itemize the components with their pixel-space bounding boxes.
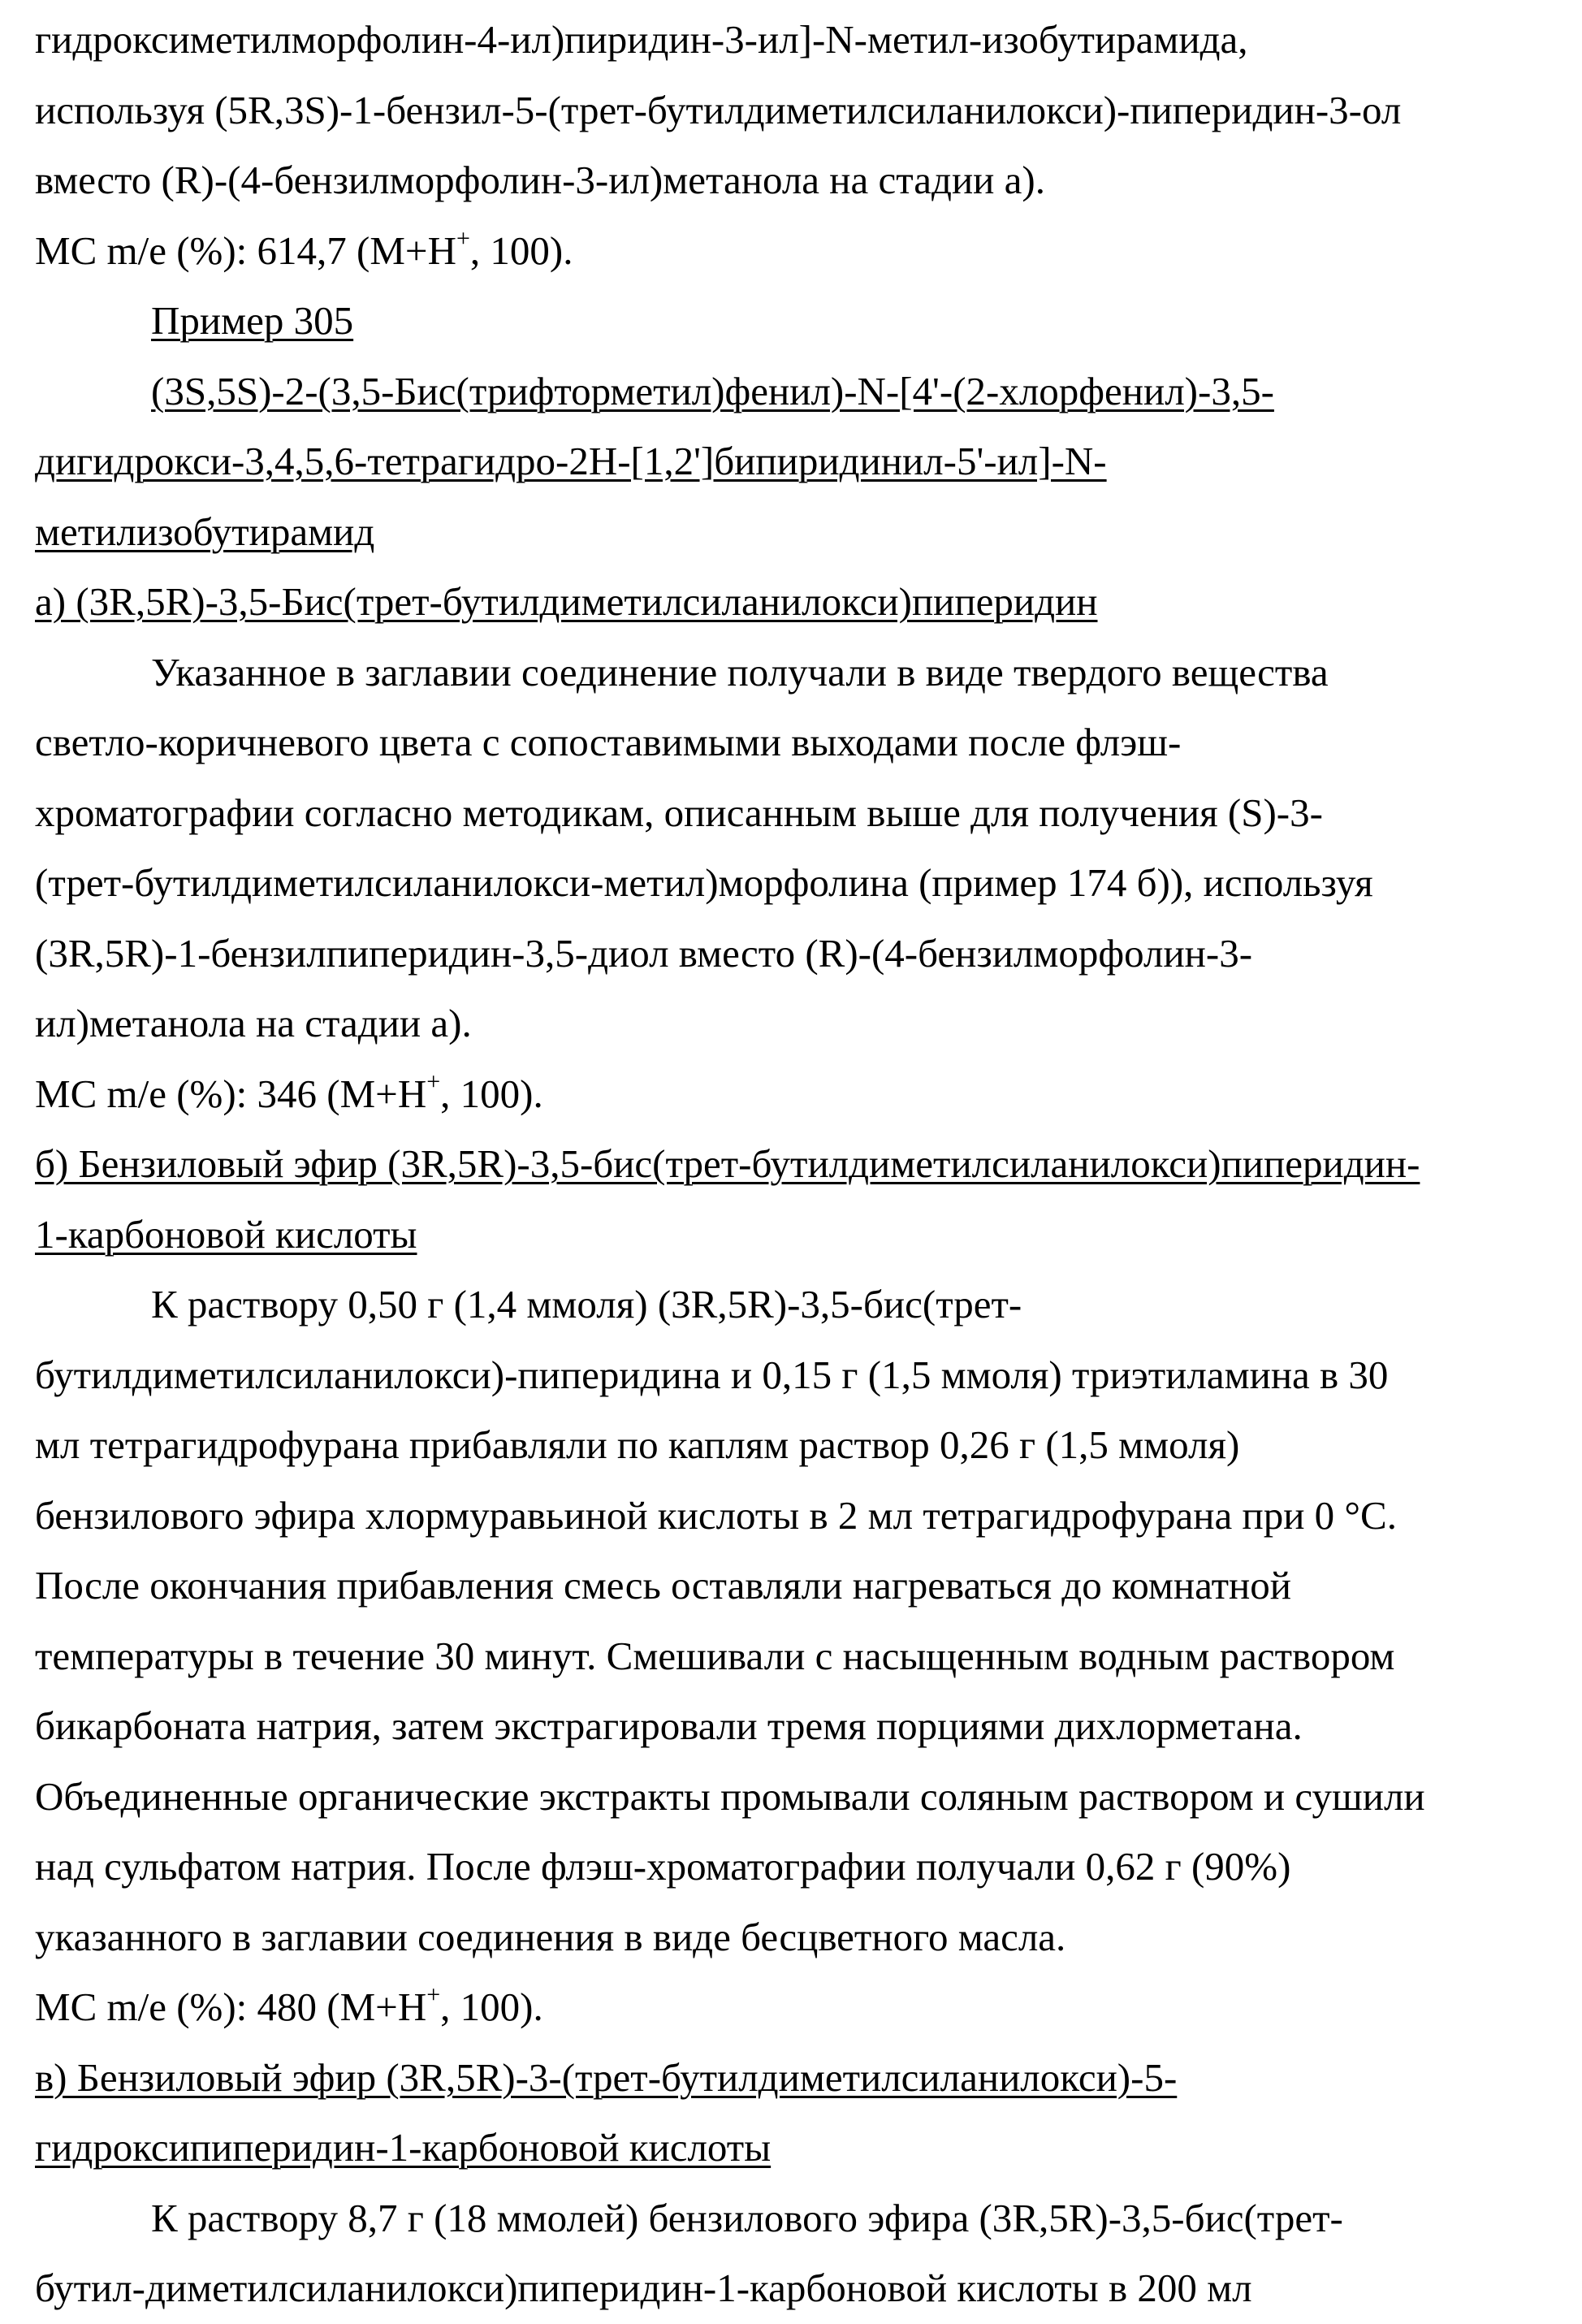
example-title-text: дигидрокси-3,4,5,6-тетрагидро-2H-[1,2']бипиридинил-5'-ил]-N- [35, 439, 1107, 483]
text-line: температуры в течение 30 минут. Смешивали с насыщенным водным раствором [35, 1633, 1395, 1678]
step-c-heading [35, 2113, 1562, 2183]
ms-prefix: МС m/e (%): 346 (M+H [35, 1071, 427, 1116]
step-c [35, 2043, 1562, 2324]
ms-prefix: МС m/e (%): 480 (M+H [35, 1984, 427, 2029]
ms-superscript: + [426, 1981, 441, 2008]
ms-result [35, 1972, 1562, 2043]
ms-superscript: + [426, 1067, 441, 1095]
step-heading-text: б) Бензиловый эфир (3R,5R)-3,5-бис(трет-бутилдиметилсиланилокси)пиперидин- [35, 1141, 1420, 1186]
ms-suffix: , 100). [440, 1984, 543, 2029]
text-line: Объединенные органические экстракты промывали соляным раствором и сушили [35, 1773, 1425, 1819]
example-title-text: (3S,5S)-2-(3,5-Бис(трифторметил)фенил)-N-[4'-(2-хлорфенил)-3,5- [151, 368, 1274, 413]
example-title-line [35, 357, 1562, 427]
step-heading-text: гидроксипиперидин-1-карбоновой кислоты [35, 2125, 772, 2170]
step-b-heading [35, 1200, 1562, 1270]
ms-prefix: МС m/e (%): 614,7 (M+H [35, 227, 456, 273]
example-heading-text: Пример 305 [151, 298, 354, 343]
text-line: бутилдиметилсиланилокси)-пиперидина и 0,15 г (1,5 ммоля) триэтиламина в 30 [35, 1352, 1389, 1397]
example-title-line [35, 426, 1562, 497]
text-line: бикарбоната натрия, затем экстрагировали тремя порциями дихлорметана. [35, 1703, 1303, 1748]
text-line: бутил-диметилсиланилокси)пиперидин-1-карбоновой кислоты в 200 мл [35, 2266, 1252, 2310]
text-line: К раствору 0,50 г (1,4 ммоля) (3R,5R)-3,5-бис(трет- [151, 1282, 1022, 1326]
step-heading-text: 1-карбоновой кислоты [35, 1211, 417, 1257]
text-line: К раствору 8,7 г (18 ммолей) бензилового эфира (3R,5R)-3,5-бис(трет- [151, 2195, 1343, 2240]
text-line: ил)метанола на стадии а). [35, 1001, 472, 1045]
text-line: гидроксиметилморфолин-4-ил)пиридин-3-ил]-N-метил-изобутирамида, [35, 17, 1248, 62]
text-line: Указанное в заглавии соединение получали в виде твердого вещества [151, 649, 1329, 695]
text-line: используя (5R,3S)-1-бензил-5-(трет-бутилдиметилсиланилокси)-пиперидин-3-ол [35, 87, 1402, 132]
step-b [35, 1129, 1562, 2043]
ms-result [35, 216, 1562, 287]
step-a [35, 567, 1562, 1129]
text-line: бензилового эфира хлормуравьиной кислоты в 2 мл тетрагидрофурана при 0 °C. [35, 1492, 1397, 1538]
text-line: (3R,5R)-1-бензилпиперидин-3,5-диол вместо (R)-(4-бензилморфолин-3- [35, 930, 1253, 976]
ms-suffix: , 100). [440, 1071, 543, 1116]
step-heading-text: а) (3R,5R)-3,5-Бис(трет-бутилдиметилсиланилокси)пиперидин [35, 579, 1098, 624]
ms-result [35, 1059, 1562, 1130]
step-b-heading [35, 1129, 1562, 1200]
example-title-line [35, 497, 1562, 568]
step-a-heading [35, 567, 1562, 638]
text-line: указанного в заглавии соединения в виде бесцветного масла. [35, 1914, 1066, 1959]
text-line: над сульфатом натрия. После флэш-хроматографии получали 0,62 г (90%) [35, 1844, 1291, 1889]
step-heading-text: в) Бензиловый эфир (3R,5R)-3-(трет-бутилдиметилсиланилокси)-5- [35, 2054, 1178, 2100]
example-heading [35, 286, 1562, 357]
example-title-text: метилизобутирамид [35, 509, 375, 554]
text-line: (трет-бутилдиметилсиланилокси-метил)морфолина (пример 174 б)), используя [35, 860, 1373, 905]
text-line: хроматографии согласно методикам, описанным выше для получения (S)-3- [35, 790, 1323, 835]
prev-example-tail [35, 5, 1562, 286]
ms-suffix: , 100). [469, 227, 573, 273]
step-c-heading [35, 2043, 1562, 2114]
text-line: После окончания прибавления смесь оставляли нагреваться до комнатной [35, 1563, 1291, 1608]
text-line: вместо (R)-(4-бензилморфолин-3-ил)метанола на стадии а). [35, 158, 1045, 202]
text-line: светло-коричневого цвета с сопоставимыми выходами после флэш- [35, 720, 1182, 764]
patent-page [35, 5, 1562, 2324]
text-line: мл тетрагидрофурана прибавляли по каплям раствор 0,26 г (1,5 ммоля) [35, 1422, 1240, 1467]
example-section [35, 286, 1562, 567]
ms-superscript: + [456, 224, 470, 252]
